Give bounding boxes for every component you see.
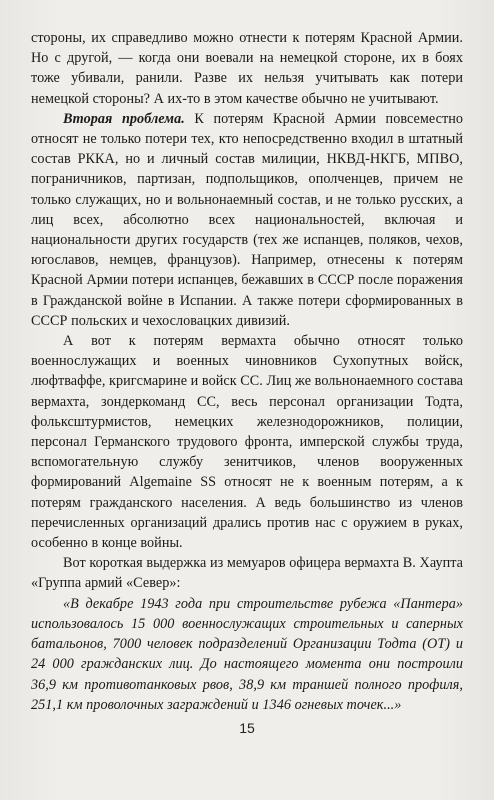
paragraph-second-problem: [31, 109, 463, 331]
body-text: [31, 28, 463, 715]
paragraph-text: К потерям Красной Армии повсеместно относят не только потери тех, кто непосредственно входил в штатный состав РККА, но и личный состав милиции, НКВД-НКГБ, МПВО, пограничников, партизан, подпольщиков, ополченцев, причем не только служащих, но и вольнонаемный состав, и не только русских, а лиц всех, абсолютно всех национальностей, включая и национальности других государств (тех же испанцев, поляков, чехов, югославов, немцев, французов). Например, отнесены к потерям Красной Армии потери испанцев, бежавших в СССР после поражения в Гражданской войне в Испании. А также потери сформированных в СССР польских и чехословацких дивизий.: [31, 110, 463, 329]
paragraph-text: А вот к потерям вермахта обычно относят только военнослужащих и военных чиновников Сухопутных войск, люфтваффе, кригсмарине и войск СС. Лиц же вольнонаемного состава вермахта, зондеркоманд СС, весь персонал организации Тодта, фольксштурмистов, немецких железнодорожников, полиции, персонал Германского трудового фронта, имперской службы труда, вспомогательную службу зенитчиков, членов вооруженных формирований Algemaine SS относят не к военным потерям, а к потерям гражданского населения. А ведь большинство из членов перечисленных организаций дрались против нас с оружием в руках, особенно в конце войны.: [31, 333, 463, 552]
paragraph-wehrmacht-losses: [31, 331, 463, 553]
page-number: 15: [239, 720, 255, 736]
paragraph-text: Вот короткая выдержка из мемуаров офицера вермахта В. Хаупта «Группа армий «Север»:: [31, 555, 463, 592]
quote-text: «В декабре 1943 года при строительстве рубежа «Пантера» использовалось 15 000 военнослужащих строительных и саперных батальонов, 7000 человек подразделений Организации Тодта (ОТ) и 24 000 гражданских лиц. До настоящего момента они построили 36,9 км противотанковых рвов, 38,9 км траншей полного профиля, 251,1 км проволочных заграждений и 1346 огневых точек...»: [31, 595, 463, 713]
paragraph-continuation: [31, 28, 463, 109]
paragraph-text: стороны, их справедливо можно отнести к потерям Красной Армии. Но с другой, — когда они воевали на немецкой стороне, их в боях тоже убивали, ранили. Разве их нельзя учитывать как потери немецкой стороны? А их-то в этом качестве обычно не учитывают.: [31, 30, 463, 107]
inline-heading: Вторая проблема.: [63, 110, 185, 127]
paragraph-memoir-intro: [31, 553, 463, 593]
memoir-quote: [31, 594, 463, 715]
